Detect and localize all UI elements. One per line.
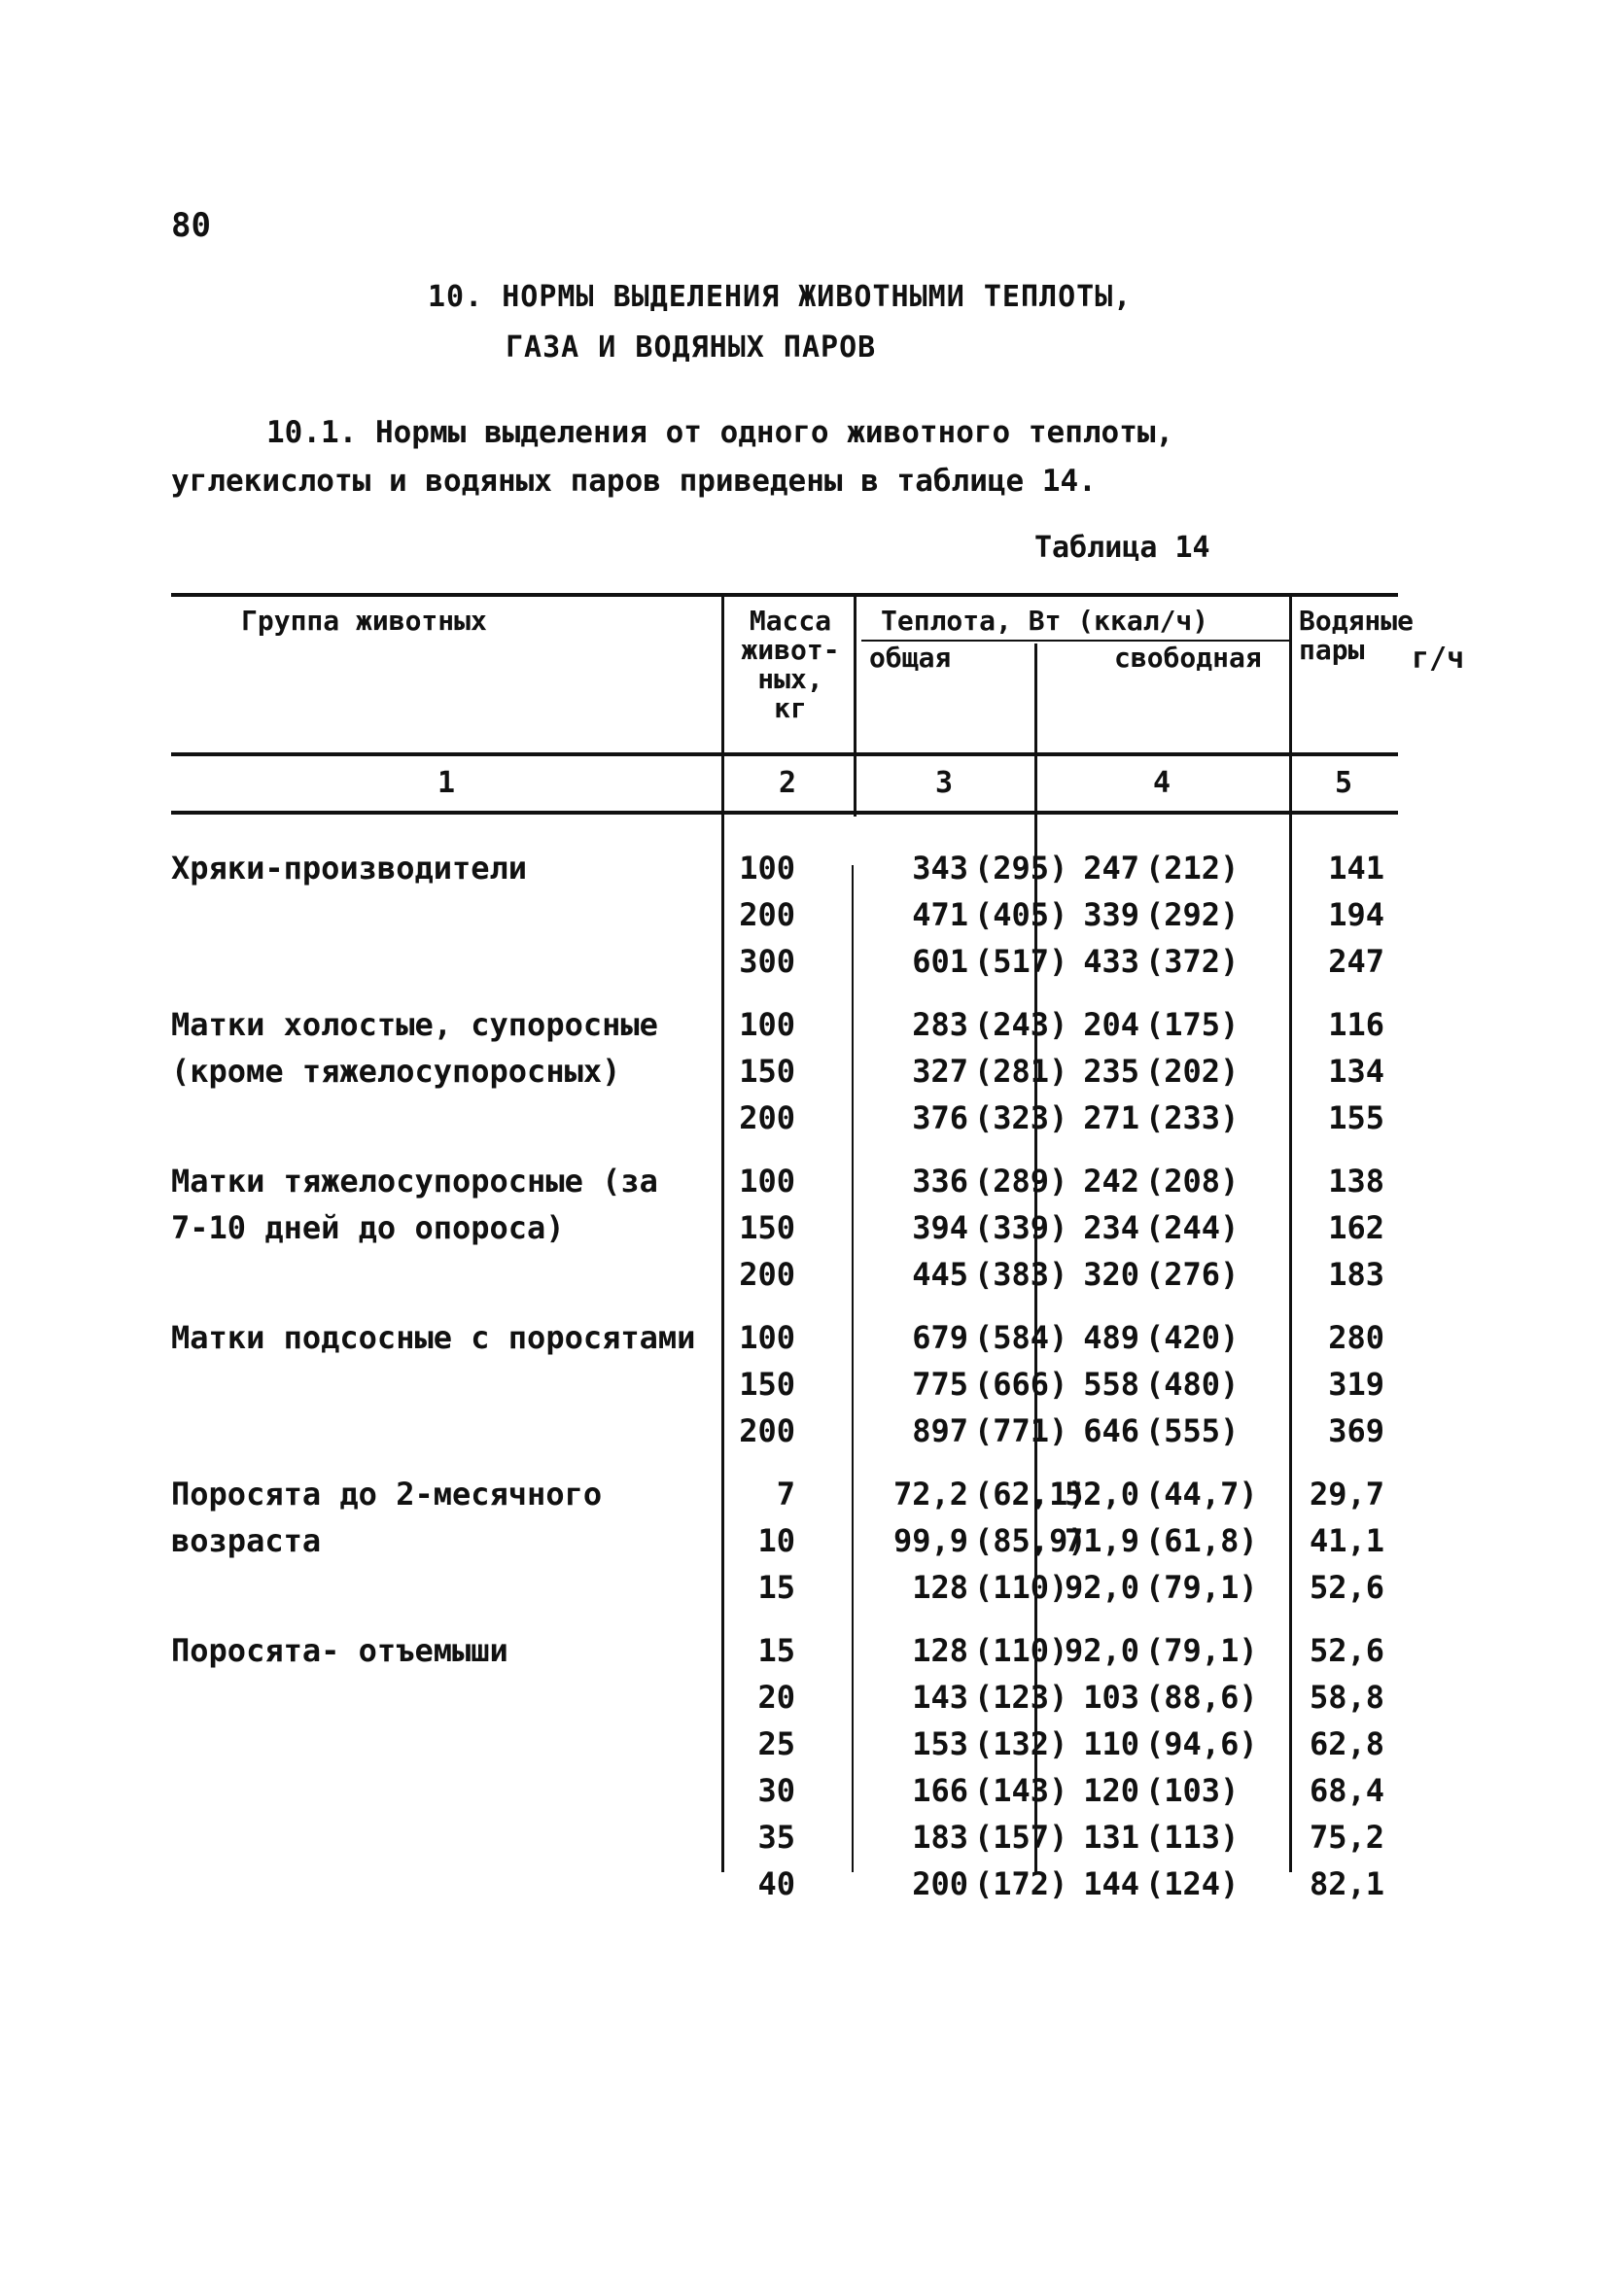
- cell-heat-total-kcal: (172): [974, 1865, 1068, 1902]
- cell-heat-total: 166: [912, 1772, 968, 1809]
- cell-heat-free-kcal: (175): [1145, 1006, 1240, 1043]
- table-row: [171, 1412, 1398, 1459]
- cell-mass: 100: [739, 1319, 795, 1356]
- cell-heat-total: 394: [912, 1209, 968, 1246]
- section-heading: [428, 272, 1132, 373]
- cell-heat-total-kcal: (666): [974, 1366, 1068, 1403]
- cell-heat-total-kcal: (584): [974, 1319, 1068, 1356]
- table-row: [171, 1006, 1398, 1053]
- table-caption: Таблица 14: [1034, 531, 1210, 565]
- colnum-bottom-rule: [171, 811, 1398, 815]
- cell-heat-total: 153: [912, 1725, 968, 1762]
- cell-vapor: 52,6: [1309, 1569, 1384, 1606]
- cell-heat-free-kcal: (208): [1145, 1163, 1240, 1200]
- group-name: Поросята- отъемыши: [171, 1632, 508, 1669]
- heading-line-1: 10. НОРМЫ ВЫДЕЛЕНИЯ ЖИВОТНЫМИ ТЕПЛОТЫ,: [428, 280, 1133, 314]
- cell-heat-total-kcal: (110): [974, 1632, 1068, 1669]
- cell-heat-total-kcal: (281): [974, 1053, 1068, 1090]
- table-row: [171, 1865, 1398, 1912]
- colnum-1: 1: [437, 766, 456, 800]
- cell-vapor: 82,1: [1309, 1865, 1384, 1902]
- table-row: [171, 1819, 1398, 1865]
- cell-heat-total: 283: [912, 1006, 968, 1043]
- cell-heat-free: 339: [1083, 896, 1139, 933]
- cell-mass: 200: [739, 1412, 795, 1449]
- cell-vapor: 116: [1328, 1006, 1384, 1043]
- cell-mass: 100: [739, 850, 795, 887]
- cell-heat-total: 72,2: [892, 1476, 968, 1513]
- cell-heat-free-kcal: (420): [1145, 1319, 1240, 1356]
- cell-vapor: 134: [1328, 1053, 1384, 1090]
- cell-heat-free: 131: [1083, 1819, 1139, 1856]
- cell-mass: 15: [757, 1569, 795, 1606]
- cell-heat-total-kcal: (517): [974, 943, 1068, 980]
- vapor-unit: г/ч: [1412, 642, 1465, 676]
- cell-heat-free: 433: [1083, 943, 1139, 980]
- table-row: [171, 1772, 1398, 1819]
- table-top-rule: [171, 593, 1398, 597]
- cell-heat-total: 143: [912, 1679, 968, 1716]
- colnum-2: 2: [778, 766, 797, 800]
- cell-heat-total-kcal: (243): [974, 1006, 1068, 1043]
- cell-heat-total-kcal: (405): [974, 896, 1068, 933]
- header-mass: [733, 607, 848, 723]
- header-vapor: [1299, 607, 1414, 665]
- cell-heat-free: 92,0: [1064, 1632, 1139, 1669]
- table-row: [171, 1163, 1398, 1209]
- cell-vapor: 194: [1328, 896, 1384, 933]
- cell-heat-total: 897: [912, 1412, 968, 1449]
- table-row: [171, 1569, 1398, 1616]
- cell-heat-free: 320: [1083, 1256, 1139, 1293]
- colnum-5: 5: [1334, 766, 1353, 800]
- paragraph-line-1: 10.1. Нормы выделения от одного животного теплоты,: [266, 415, 1174, 450]
- cell-heat-total-kcal: (132): [974, 1725, 1068, 1762]
- cell-heat-total: 128: [912, 1569, 968, 1606]
- cell-heat-total-kcal: (143): [974, 1772, 1068, 1809]
- header-bottom-rule: [171, 752, 1398, 756]
- cell-vapor: 138: [1328, 1163, 1384, 1200]
- cell-vapor: 155: [1328, 1099, 1384, 1136]
- cell-vapor: 75,2: [1309, 1819, 1384, 1856]
- cell-mass: 30: [757, 1772, 795, 1809]
- header-mass-line-2: живот-: [741, 634, 840, 666]
- cell-heat-free-kcal: (44,7): [1145, 1476, 1258, 1513]
- cell-heat-free: 204: [1083, 1006, 1139, 1043]
- cell-heat-free: 110: [1083, 1725, 1139, 1762]
- cell-heat-free: 242: [1083, 1163, 1139, 1200]
- cell-heat-total: 679: [912, 1319, 968, 1356]
- header-heat: Теплота, Вт (ккал/ч): [881, 605, 1209, 637]
- header-mass-line-4: кг: [774, 692, 807, 724]
- group-name: Матки холостые, супоросные: [171, 1006, 658, 1043]
- group-name: Матки тяжелосупоросные (за: [171, 1163, 658, 1200]
- header-mass-line-3: ных,: [757, 663, 823, 695]
- table-row: [171, 1522, 1398, 1569]
- cell-heat-free: 144: [1083, 1865, 1139, 1902]
- header-vapor-line-1: Водяные: [1299, 605, 1415, 637]
- cell-vapor: 68,4: [1309, 1772, 1384, 1809]
- table-row: [171, 1679, 1398, 1725]
- cell-heat-total: 183: [912, 1819, 968, 1856]
- table-row: [171, 1319, 1398, 1366]
- table-row: [171, 943, 1398, 990]
- cell-mass: 7: [776, 1476, 795, 1513]
- cell-vapor: 52,6: [1309, 1632, 1384, 1669]
- cell-heat-free-kcal: (94,6): [1145, 1725, 1258, 1762]
- cell-heat-total: 327: [912, 1053, 968, 1090]
- group-name: Хряки-производители: [171, 850, 528, 887]
- cell-heat-free-kcal: (103): [1145, 1772, 1240, 1809]
- cell-heat-total-kcal: (771): [974, 1412, 1068, 1449]
- table-row: [171, 1725, 1398, 1772]
- cell-mass: 200: [739, 1099, 795, 1136]
- cell-heat-total: 445: [912, 1256, 968, 1293]
- header-group: Группа животных: [241, 605, 487, 637]
- paragraph-line-2: углекислоты и водяных паров приведены в таблице 14.: [171, 464, 1097, 499]
- table-row: [171, 1099, 1398, 1146]
- group-name: возраста: [171, 1522, 322, 1559]
- cell-heat-total-kcal: (295): [974, 850, 1068, 887]
- group-name: Матки подсосные с поросятами: [171, 1319, 696, 1356]
- cell-heat-free: 103: [1083, 1679, 1139, 1716]
- cell-vapor: 62,8: [1309, 1725, 1384, 1762]
- table-row: [171, 1366, 1398, 1412]
- cell-heat-free: 489: [1083, 1319, 1139, 1356]
- cell-heat-total: 343: [912, 850, 968, 887]
- cell-vapor: 247: [1328, 943, 1384, 980]
- cell-heat-total: 128: [912, 1632, 968, 1669]
- cell-heat-free-kcal: (244): [1145, 1209, 1240, 1246]
- intro-paragraph: [171, 408, 1231, 505]
- cell-heat-total-kcal: (323): [974, 1099, 1068, 1136]
- cell-heat-total: 336: [912, 1163, 968, 1200]
- cell-vapor: 319: [1328, 1366, 1384, 1403]
- cell-heat-total-kcal: (383): [974, 1256, 1068, 1293]
- cell-heat-free: 120: [1083, 1772, 1139, 1809]
- table-row: [171, 850, 1398, 896]
- group-name: 7-10 дней до опороса): [171, 1209, 565, 1246]
- cell-mass: 100: [739, 1163, 795, 1200]
- cell-mass: 40: [757, 1865, 795, 1902]
- cell-mass: 200: [739, 1256, 795, 1293]
- cell-mass: 200: [739, 896, 795, 933]
- cell-heat-free: 247: [1083, 850, 1139, 887]
- colnum-4: 4: [1152, 766, 1171, 800]
- cell-vapor: 29,7: [1309, 1476, 1384, 1513]
- header-vapor-line-2: пары: [1299, 634, 1365, 666]
- cell-mass: 150: [739, 1209, 795, 1246]
- cell-mass: 35: [757, 1819, 795, 1856]
- cell-vapor: 183: [1328, 1256, 1384, 1293]
- cell-heat-free-kcal: (233): [1145, 1099, 1240, 1136]
- cell-heat-total-kcal: (62,1): [974, 1476, 1087, 1513]
- header-mass-line-1: Масса: [749, 605, 832, 637]
- cell-heat-free-kcal: (480): [1145, 1366, 1240, 1403]
- cell-heat-free: 92,0: [1064, 1569, 1139, 1606]
- group-name: Поросята до 2-месячного: [171, 1476, 603, 1513]
- cell-heat-total: 200: [912, 1865, 968, 1902]
- cell-mass: 10: [757, 1522, 795, 1559]
- cell-heat-free-kcal: (555): [1145, 1412, 1240, 1449]
- cell-heat-total: 99,9: [892, 1522, 968, 1559]
- table-row: [171, 1053, 1398, 1099]
- table-row: [171, 896, 1398, 943]
- cell-heat-free-kcal: (113): [1145, 1819, 1240, 1856]
- cell-vapor: 369: [1328, 1412, 1384, 1449]
- cell-vapor: 280: [1328, 1319, 1384, 1356]
- cell-mass: 150: [739, 1053, 795, 1090]
- group-name: (кроме тяжелосупоросных): [171, 1053, 621, 1090]
- cell-heat-free: 271: [1083, 1099, 1139, 1136]
- table-row: [171, 1209, 1398, 1256]
- table-row: [171, 1476, 1398, 1522]
- header-heat-total: общая: [869, 642, 952, 674]
- header-heat-free: свободная: [1114, 642, 1262, 674]
- cell-heat-free-kcal: (79,1): [1145, 1632, 1258, 1669]
- cell-heat-free-kcal: (124): [1145, 1865, 1240, 1902]
- cell-mass: 20: [757, 1679, 795, 1716]
- cell-heat-total-kcal: (123): [974, 1679, 1068, 1716]
- cell-heat-free-kcal: (372): [1145, 943, 1240, 980]
- cell-heat-total-kcal: (85,9): [974, 1522, 1087, 1559]
- cell-mass: 25: [757, 1725, 795, 1762]
- cell-heat-free: 646: [1083, 1412, 1139, 1449]
- cell-vapor: 41,1: [1309, 1522, 1384, 1559]
- cell-heat-free-kcal: (88,6): [1145, 1679, 1258, 1716]
- cell-heat-free-kcal: (202): [1145, 1053, 1240, 1090]
- cell-vapor: 58,8: [1309, 1679, 1384, 1716]
- table-row: [171, 1632, 1398, 1679]
- cell-heat-free: 558: [1083, 1366, 1139, 1403]
- cell-heat-free-kcal: (79,1): [1145, 1569, 1258, 1606]
- cell-heat-free: 235: [1083, 1053, 1139, 1090]
- cell-mass: 300: [739, 943, 795, 980]
- heading-line-2: ГАЗА И ВОДЯНЫХ ПАРОВ: [506, 330, 877, 365]
- cell-heat-total: 376: [912, 1099, 968, 1136]
- cell-heat-free-kcal: (212): [1145, 850, 1240, 887]
- cell-vapor: 162: [1328, 1209, 1384, 1246]
- cell-heat-free: 52,0: [1064, 1476, 1139, 1513]
- cell-heat-total-kcal: (339): [974, 1209, 1068, 1246]
- cell-heat-free: 234: [1083, 1209, 1139, 1246]
- cell-heat-free-kcal: (61,8): [1145, 1522, 1258, 1559]
- cell-heat-total-kcal: (289): [974, 1163, 1068, 1200]
- cell-heat-free-kcal: (292): [1145, 896, 1240, 933]
- cell-heat-free: 71,9: [1064, 1522, 1139, 1559]
- cell-vapor: 141: [1328, 850, 1384, 887]
- cell-heat-free-kcal: (276): [1145, 1256, 1240, 1293]
- cell-heat-total: 775: [912, 1366, 968, 1403]
- cell-mass: 150: [739, 1366, 795, 1403]
- cell-mass: 100: [739, 1006, 795, 1043]
- cell-heat-total-kcal: (157): [974, 1819, 1068, 1856]
- cell-mass: 15: [757, 1632, 795, 1669]
- page-number: 80: [171, 206, 211, 245]
- table-row: [171, 1256, 1398, 1303]
- cell-heat-total: 601: [912, 943, 968, 980]
- colnum-3: 3: [934, 766, 954, 800]
- cell-heat-total-kcal: (110): [974, 1569, 1068, 1606]
- cell-heat-total: 471: [912, 896, 968, 933]
